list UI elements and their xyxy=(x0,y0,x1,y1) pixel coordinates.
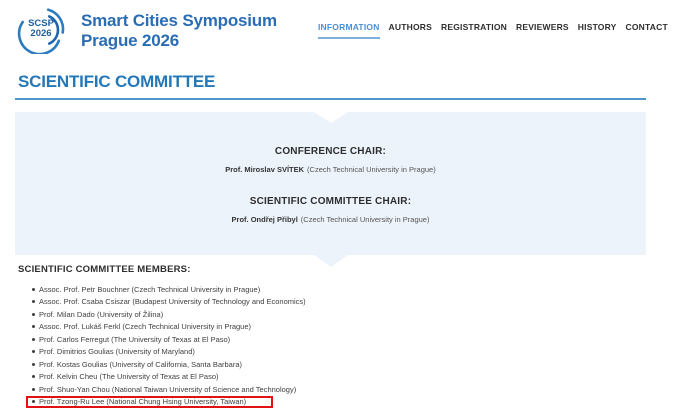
bullet-icon xyxy=(32,350,35,353)
members-heading: SCIENTIFIC COMMITTEE MEMBERS: xyxy=(18,264,191,275)
member-item xyxy=(0,321,500,334)
committee-chair-person xyxy=(15,215,646,225)
bullet-icon xyxy=(32,388,35,391)
member-item xyxy=(0,346,500,359)
member-text: Assoc. Prof. Petr Bouchner (Czech Technical University in Prague) xyxy=(39,285,260,294)
member-item xyxy=(0,358,500,371)
committee-chair-heading: SCIENTIFIC COMMITTEE CHAIR: xyxy=(15,196,646,207)
member-text: Prof. Carlos Ferregut (The University of Texas at El Paso) xyxy=(39,335,230,344)
conference-chair-heading: CONFERENCE CHAIR: xyxy=(15,146,646,157)
page-title-section xyxy=(15,72,646,100)
member-item xyxy=(0,308,500,321)
member-text: Prof. Milan Dado (University of Žilina) xyxy=(39,310,163,319)
nav-item-contact[interactable]: CONTACT xyxy=(626,22,668,37)
member-item xyxy=(0,296,500,309)
committee-chair-name: Prof. Ondřej Přibyl xyxy=(232,215,298,224)
conference-chair-person xyxy=(15,165,646,175)
chairs-panel xyxy=(15,112,646,255)
member-item xyxy=(0,333,500,346)
site-title-line2: Prague 2026 xyxy=(81,31,277,51)
member-text: Assoc. Prof. Csaba Csiszar (Budapest University of Technology and Economics) xyxy=(39,297,306,306)
bullet-icon xyxy=(32,363,35,366)
site-logo[interactable] xyxy=(14,4,277,54)
conference-chair-affiliation: (Czech Technical University in Prague) xyxy=(307,165,436,174)
site-title-line1: Smart Cities Symposium xyxy=(81,11,277,31)
member-text: Prof. Kostas Goulias (University of California, Santa Barbara) xyxy=(39,360,242,369)
logo-text-line2: 2026 xyxy=(30,28,51,39)
member-text: Assoc. Prof. Lukáš Ferkl (Czech Technical University in Prague) xyxy=(39,322,251,331)
nav-item-authors[interactable]: AUTHORS xyxy=(389,22,432,37)
nav-item-history[interactable]: HISTORY xyxy=(578,22,617,37)
bullet-icon xyxy=(32,325,35,328)
member-item xyxy=(0,383,500,396)
bullet-icon xyxy=(32,288,35,291)
member-item xyxy=(0,371,500,384)
bullet-icon xyxy=(32,338,35,341)
nav-item-reviewers[interactable]: REVIEWERS xyxy=(516,22,569,37)
member-text: Prof. Dimitrios Goulias (University of Maryland) xyxy=(39,347,195,356)
member-text: Prof. Shuo-Yan Chou (National Taiwan University of Science and Technology) xyxy=(39,385,296,394)
scsp-arcs-icon xyxy=(14,4,74,54)
site-title xyxy=(81,4,277,54)
nav-item-information[interactable]: INFORMATION xyxy=(318,22,380,39)
member-item xyxy=(0,283,500,296)
conference-chair-name: Prof. Miroslav SVÍTEK xyxy=(225,165,304,174)
committee-chair-affiliation: (Czech Technical University in Prague) xyxy=(301,215,430,224)
member-text: Prof. Kelvin Cheu (The University of Texas at El Paso) xyxy=(39,372,219,381)
bullet-icon xyxy=(32,313,35,316)
nav-item-registration[interactable]: REGISTRATION xyxy=(441,22,507,37)
logo-text-line1: SCSP xyxy=(28,18,55,29)
bullet-icon xyxy=(32,400,35,403)
member-text: Prof. Tzong-Ru Lee (National Chung Hsing University, Taiwan) xyxy=(39,397,246,406)
bullet-icon xyxy=(32,375,35,378)
members-list xyxy=(0,283,500,408)
page-title: SCIENTIFIC COMMITTEE xyxy=(15,72,646,92)
main-nav xyxy=(318,22,668,39)
bullet-icon xyxy=(32,300,35,303)
member-item-highlighted xyxy=(0,396,500,408)
